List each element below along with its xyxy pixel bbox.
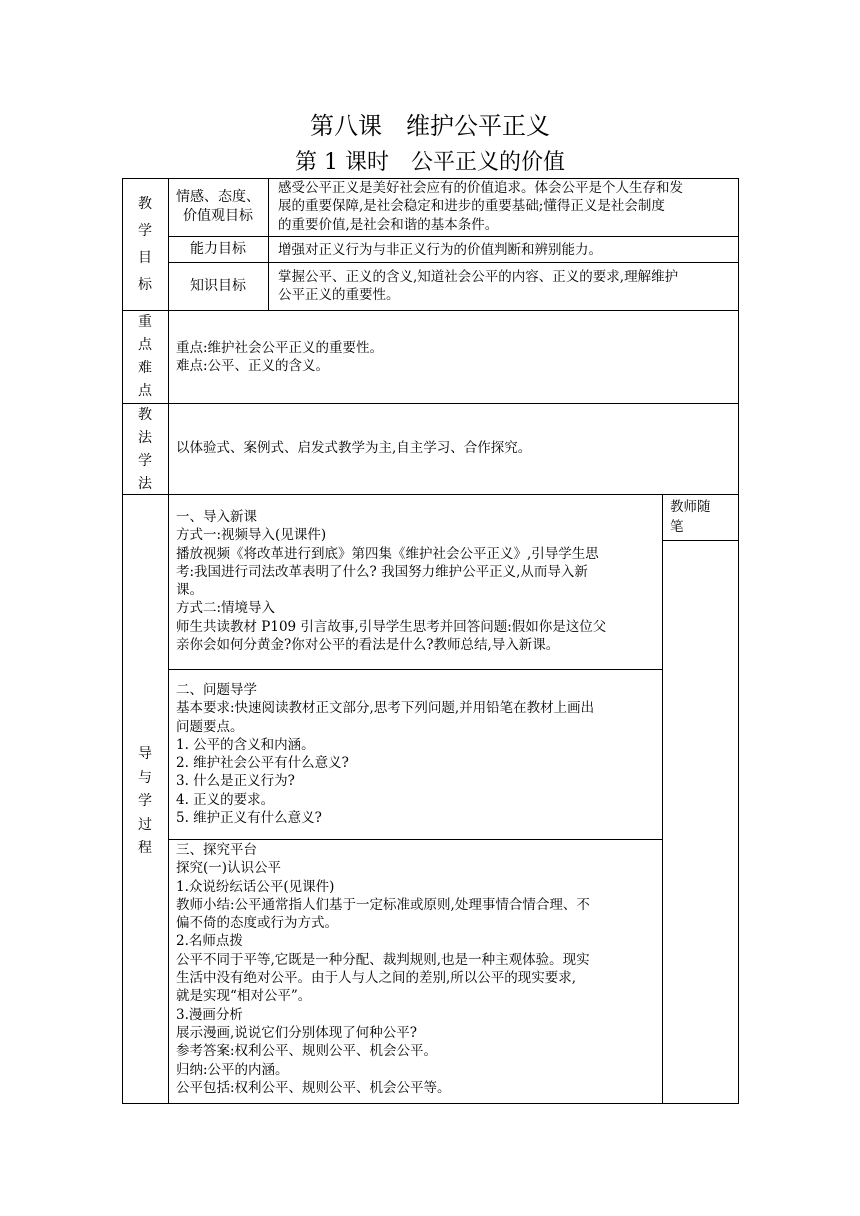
row-divider-section1: [168, 669, 662, 670]
period-title: 第 1 课时 公平正义的价值: [295, 150, 565, 175]
teacher-notes-area[interactable]: [663, 541, 738, 1103]
key-points-content: 重点:维护社会公平正义的重要性。 难点:公平、正义的含义。: [176, 340, 384, 375]
knowledge-objective-content: 掌握公平、正义的含义,知道社会公平的内容、正义的要求,理解维护 公平正义的重要性。: [278, 269, 679, 304]
row-divider-section2: [168, 839, 662, 840]
objective-label-divider: [268, 178, 269, 310]
row-divider-methods: [122, 494, 739, 495]
row-divider-objectives: [122, 310, 739, 311]
ability-objective-content: 增强对正义行为与非正义行为的价值判断和辨别能力。: [278, 242, 602, 258]
key-points-category: 重 点 难 点: [138, 314, 152, 399]
section-guided-questions: 二、问题导学 基本要求:快速阅读教材正文部分,思考下列问题,并用铅笔在教材上画出 问题要点。 1. 公平的含义和内涵。 2. 维护社会公平有什么意义? 3. 什么是正义行为? 4. 正义的要求。 5. 维护正义有什么意义?: [176, 682, 595, 827]
section-exploration: 三、探究平台 探究(一)认识公平 1.众说纷纭话公平(见课件) 教师小结:公平通常指人们基于一定标准或原则,处理事情合情合理、不 偏不倚的态度或行为方式。 2.名师点拨 公平不同于平等,它既是一种分配、裁判规则,也是一种主观体验。现实 生活中没有绝对公平。由于人与人之间的差别,所以公平的现实要求, 就是实现“相对公平”。 3.漫画分析 展示漫画,说说它们分别体现了何种公平? 参考答案:权利公平、规则公平、机会公平。 归纳:公平的内涵。 公平包括:权利公平、规则公平、机会公平等。: [176, 842, 590, 1096]
row-divider-emotion: [168, 236, 739, 237]
methods-content: 以体验式、案例式、启发式教学为主,自主学习、合作探究。: [176, 440, 532, 456]
teacher-notes-header: 教师随 笔: [670, 499, 711, 535]
emotion-objective-label: 情感、态度、 价值观目标: [176, 189, 260, 224]
section-intro: 一、导入新课 方式一:视频导入(见课件) 播放视频《将改革进行到底》第四集《维护社会公平正义》,引导学生思 考:我国进行司法改革表明了什么? 我国努力维护公平正义,从而导入新 课。 方式二:情境导入 师生共读教材 P109 引言故事,引导学生思考并回答问题:假如你是这位父 亲你会如何分黄金?你对公平的看法是什么?教师总结,导入新课。: [176, 509, 607, 654]
category-column-divider: [168, 178, 169, 1104]
objectives-category: 教 学 目 标: [138, 196, 152, 293]
row-divider-keypoints: [122, 403, 739, 404]
lesson-title: 第八课 维护公平正义: [310, 112, 550, 140]
ability-objective-label: 能力目标: [190, 241, 246, 257]
methods-category: 教 法 学 法: [138, 407, 152, 492]
emotion-objective-content: 感受公平正义是美好社会应有的价值追求。体会公平是个人生存和发 展的重要保障,是社会稳定和进步的重要基础;懂得正义是社会制度 的重要价值,是社会和谐的基本条件。: [278, 180, 683, 233]
process-category: 导 与 学 过 程: [138, 746, 152, 856]
knowledge-objective-label: 知识目标: [190, 278, 246, 294]
row-divider-ability: [168, 262, 739, 263]
